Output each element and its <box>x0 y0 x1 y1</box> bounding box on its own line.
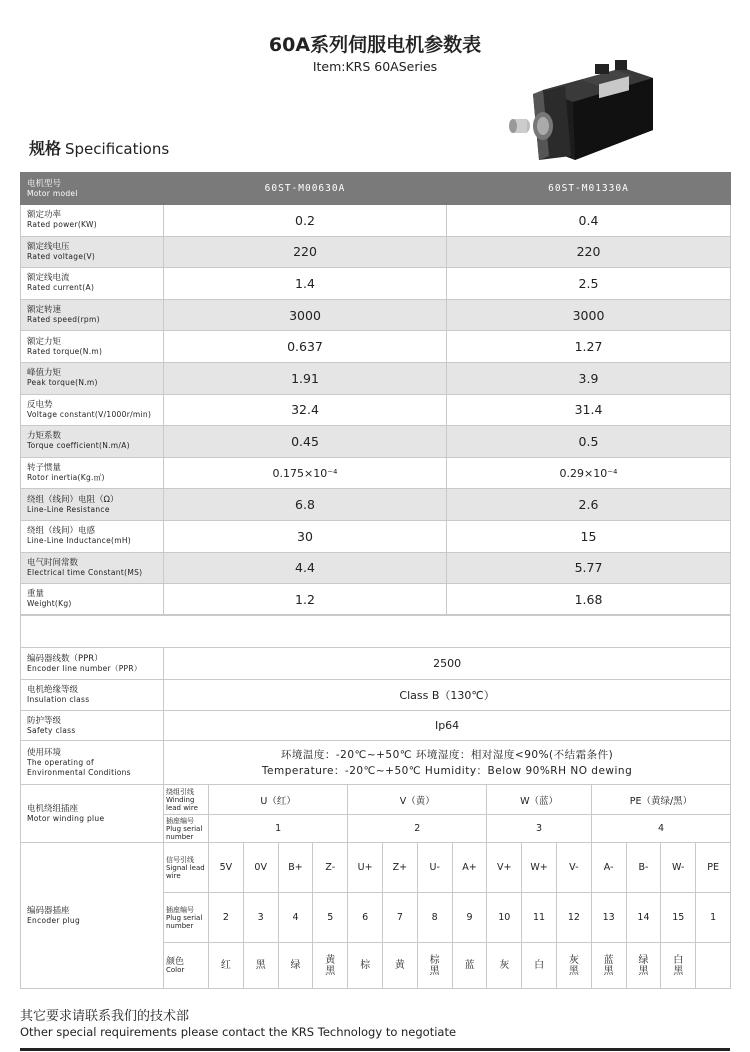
common-specs-table <box>20 614 731 989</box>
table-row: 转子惯量 Rotor inertia(Kg.㎡) 0.175×10⁻⁴ 0.29×10⁻⁴ <box>21 457 731 489</box>
table-row: 额定线电压 Rated voltage(V) 220 220 <box>21 236 731 268</box>
page-subtitle: Item:KRS 60ASeries <box>312 59 438 74</box>
encoder-line-row: 编码器线数（PPR） Encoder line number（PPR） 2500 <box>21 648 731 680</box>
spec-heading-cn: 规格 <box>29 139 62 158</box>
table-row: 额定功率 Rated power(KW) 0.2 0.4 <box>21 205 731 237</box>
winding-lead-row: 电机绕组插座 Motor winding plue 绕组引线 Winding lead wire U（红） V（黄） W（蓝） PE（黄绿/黑） <box>21 785 731 815</box>
footer-note-cn: 其它要求请联系我们的技术部 <box>20 1009 190 1024</box>
spacer-row <box>21 615 731 648</box>
table-row: 额定线电流 Rated current(A) 1.4 2.5 <box>21 268 731 300</box>
table-row: 绕组（线间）电感 Line-Line Inductance(mH) 30 15 <box>21 520 731 552</box>
footer-note-en: Other special requirements please contact the KRS Technology to negotiate <box>20 1025 457 1039</box>
table-row: 额定力矩 Rated torque(N.m) 0.637 1.27 <box>21 331 731 363</box>
encoder-serial-row: 插座编号 Plug serial number 2 3 4 5 6 7 8 9 10 11 12 13 14 15 1 <box>21 893 731 943</box>
table-row: 反电势 Voltage constant(V/1000r/min) 32.4 31.4 <box>21 394 731 426</box>
model-a: 60ST-M00630A <box>164 173 447 205</box>
footer-divider <box>20 1048 730 1051</box>
table-header-row <box>21 173 731 205</box>
table-row: 电气时间常数 Electrical time Constant(MS) 4.4 5.77 <box>21 552 731 584</box>
encoder-signal-row: 编码器插座 Encoder plug 信号引线 Signal lead wire 5V 0V B+ Z- U+ Z+ U- A+ V+ W+ V- A- B- W- PE <box>21 843 731 893</box>
table-row: 额定转速 Rated speed(rpm) 3000 3000 <box>21 299 731 331</box>
table-row: 重量 Weight(Kg) 1.2 1.68 <box>21 584 731 616</box>
winding-serial-row: 插座编号 Plug serial number 1 2 3 4 <box>21 815 731 843</box>
safety-row: 防护等级 Safety class Ip64 <box>21 711 731 741</box>
specifications-table <box>20 172 731 616</box>
motor-model-label: 电机型号 Motor model <box>21 173 164 205</box>
table-row: 峰值力矩 Peak torque(N.m) 1.91 3.9 <box>21 362 731 394</box>
specifications-heading <box>29 136 169 159</box>
insulation-row: 电机绝缘等级 Insulation class Class B（130℃） <box>21 680 731 711</box>
environment-row: 使用环境 The operating of Environmental Conditions 环境温度：-20℃~+50℃ 环境湿度：相对湿度<90%(不结霜条件) Temperature：-20℃~+50℃ Humidity：Below 90%RH NO dewing <box>21 741 731 785</box>
spec-heading-en: Specifications <box>65 140 170 158</box>
table-row: 绕组（线间）电阻（Ω） Line-Line Resistance 6.8 2.6 <box>21 489 731 521</box>
page-title: 60A系列伺服电机参数表 <box>268 34 482 56</box>
encoder-color-row: 颜色 Color 红 黑 绿 黄 黑 棕 黄 棕 黑 蓝 灰 白 灰 黑 蓝 黑 绿 黑 白 黑 <box>21 943 731 989</box>
model-b: 60ST-M01330A <box>447 173 731 205</box>
table-row: 力矩系数 Torque coefficient(N.m/A) 0.45 0.5 <box>21 426 731 458</box>
servo-motor-image <box>503 60 668 165</box>
